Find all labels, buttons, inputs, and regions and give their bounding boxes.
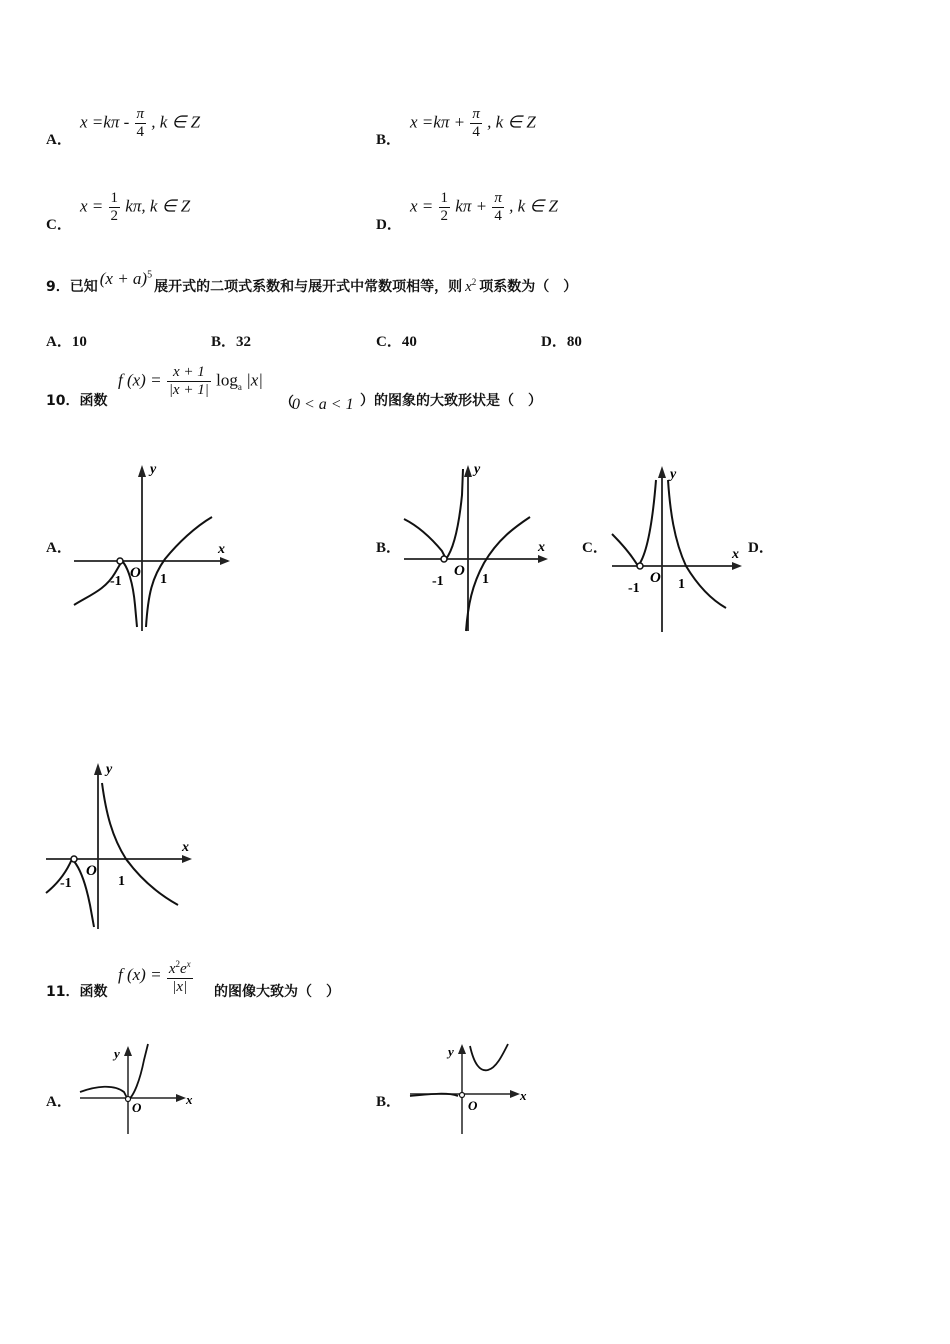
- x-label: x: [732, 547, 739, 562]
- origin-label: O: [468, 1098, 478, 1113]
- one-label: 1: [118, 874, 125, 889]
- y-axis-arrow-icon: [124, 1046, 132, 1056]
- q10-option-a-label: A．: [46, 540, 72, 556]
- neg1-label: -1: [432, 574, 444, 589]
- x-label: x: [520, 1088, 527, 1103]
- curve-right: [128, 1044, 148, 1100]
- q10-graph-c: [608, 460, 748, 636]
- x-axis-arrow-icon: [220, 557, 230, 565]
- q10-option-c-label: C．: [582, 540, 608, 556]
- origin-label: O: [650, 570, 661, 586]
- q10-graph-d: [42, 755, 197, 935]
- q11-graph-a: [76, 1040, 196, 1140]
- q8-option-b-label: B．: [376, 132, 402, 148]
- x-label: x: [186, 1092, 193, 1107]
- curve-right: [466, 517, 530, 631]
- q11-function: f (x) = $\frac{x^2e^x}{|x|}$: [118, 956, 194, 996]
- origin-hole-marker: [126, 1097, 131, 1102]
- y-label: y: [670, 467, 677, 482]
- q9-option-b: B．32: [211, 334, 252, 350]
- q10-option-d-label: D．: [748, 540, 774, 556]
- origin-label: O: [130, 565, 141, 581]
- y-label: y: [150, 462, 157, 477]
- y-axis-arrow-icon: [458, 1044, 466, 1054]
- q11-option-b-label: B．: [376, 1094, 402, 1110]
- q8-option-c-expression: x = $\frac{1}{2}$ kπ, k ∈ Z: [80, 190, 191, 224]
- hole-marker: [117, 558, 123, 564]
- q10-function: f (x) = $\frac{x + 1}{|x + 1|}$ $\log_a |x|$: [118, 364, 263, 398]
- neg1-label: -1: [628, 581, 640, 596]
- x-label: x: [538, 540, 545, 555]
- neg1-label: -1: [60, 876, 72, 891]
- q10-number: 10．函数: [46, 393, 108, 409]
- curve-right: [668, 480, 726, 608]
- q9-option-c: C．40: [376, 334, 417, 350]
- q8-option-d-expression: x = $\frac{1}{2}$ kπ + $\frac{\pi}{4}$ , k ∈ Z: [410, 190, 558, 224]
- q10-text: ）的图象的大致形状是（ ）: [360, 393, 542, 409]
- x-axis-arrow-icon: [176, 1094, 186, 1102]
- q10-graph-a: [70, 455, 235, 635]
- y-label: y: [448, 1044, 454, 1059]
- origin-label: O: [132, 1100, 142, 1115]
- q9-option-a: A．10: [46, 334, 87, 350]
- one-label: 1: [160, 572, 167, 587]
- hole-marker: [637, 563, 643, 569]
- hole-marker: [71, 856, 77, 862]
- curve-right: [470, 1044, 508, 1070]
- curve-left: [74, 561, 137, 627]
- x-axis-arrow-icon: [182, 855, 192, 863]
- curve-right: [146, 517, 212, 627]
- neg1-label: -1: [110, 574, 122, 589]
- q10-option-b-label: B．: [376, 540, 402, 556]
- y-label: y: [114, 1046, 120, 1061]
- q8-option-a-expression: x =kπ - $\frac{\pi}{4}$ , k ∈ Z: [80, 106, 201, 140]
- q10-paren-open: （: [280, 395, 294, 411]
- one-label: 1: [482, 572, 489, 587]
- q10-condition: 0 < a < 1: [292, 396, 354, 413]
- x-label: x: [218, 542, 225, 557]
- hole-marker: [441, 556, 447, 562]
- y-axis-arrow-icon: [464, 465, 472, 477]
- q8-option-a-label: A．: [46, 132, 72, 148]
- q8-option-c-label: C．: [46, 217, 72, 233]
- q10-graph-b: [400, 455, 555, 635]
- origin-hole-marker: [460, 1093, 465, 1098]
- x-label: x: [182, 840, 189, 855]
- y-axis-arrow-icon: [138, 465, 146, 477]
- one-label: 1: [678, 577, 685, 592]
- y-axis-arrow-icon: [658, 466, 666, 478]
- q8-option-d-label: D．: [376, 217, 402, 233]
- curve-left: [612, 480, 656, 566]
- q11-number: 11．函数: [46, 984, 108, 1000]
- x-axis-arrow-icon: [510, 1090, 520, 1098]
- x-axis-arrow-icon: [732, 562, 742, 570]
- q8-option-b-expression: x =kπ + $\frac{\pi}{4}$ , k ∈ Z: [410, 106, 536, 140]
- q9-stem: 9．已知 $(x + a)^5$展开式的二项式系数和与展开式中常数项相等，则 $x^2$ 项系数为（ ）: [46, 269, 578, 295]
- curve-left: [404, 469, 463, 559]
- origin-label: O: [454, 563, 465, 579]
- q11-graph-b: [406, 1040, 531, 1140]
- x-axis-arrow-icon: [538, 555, 548, 563]
- y-label: y: [474, 462, 481, 477]
- q9-option-d: D．80: [541, 334, 582, 350]
- q11-text: 的图像大致为（ ）: [214, 984, 340, 1000]
- y-label: y: [106, 762, 113, 777]
- origin-label: O: [86, 863, 97, 879]
- curve-right: [102, 783, 178, 905]
- y-axis-arrow-icon: [94, 763, 102, 775]
- q11-option-a-label: A．: [46, 1094, 72, 1110]
